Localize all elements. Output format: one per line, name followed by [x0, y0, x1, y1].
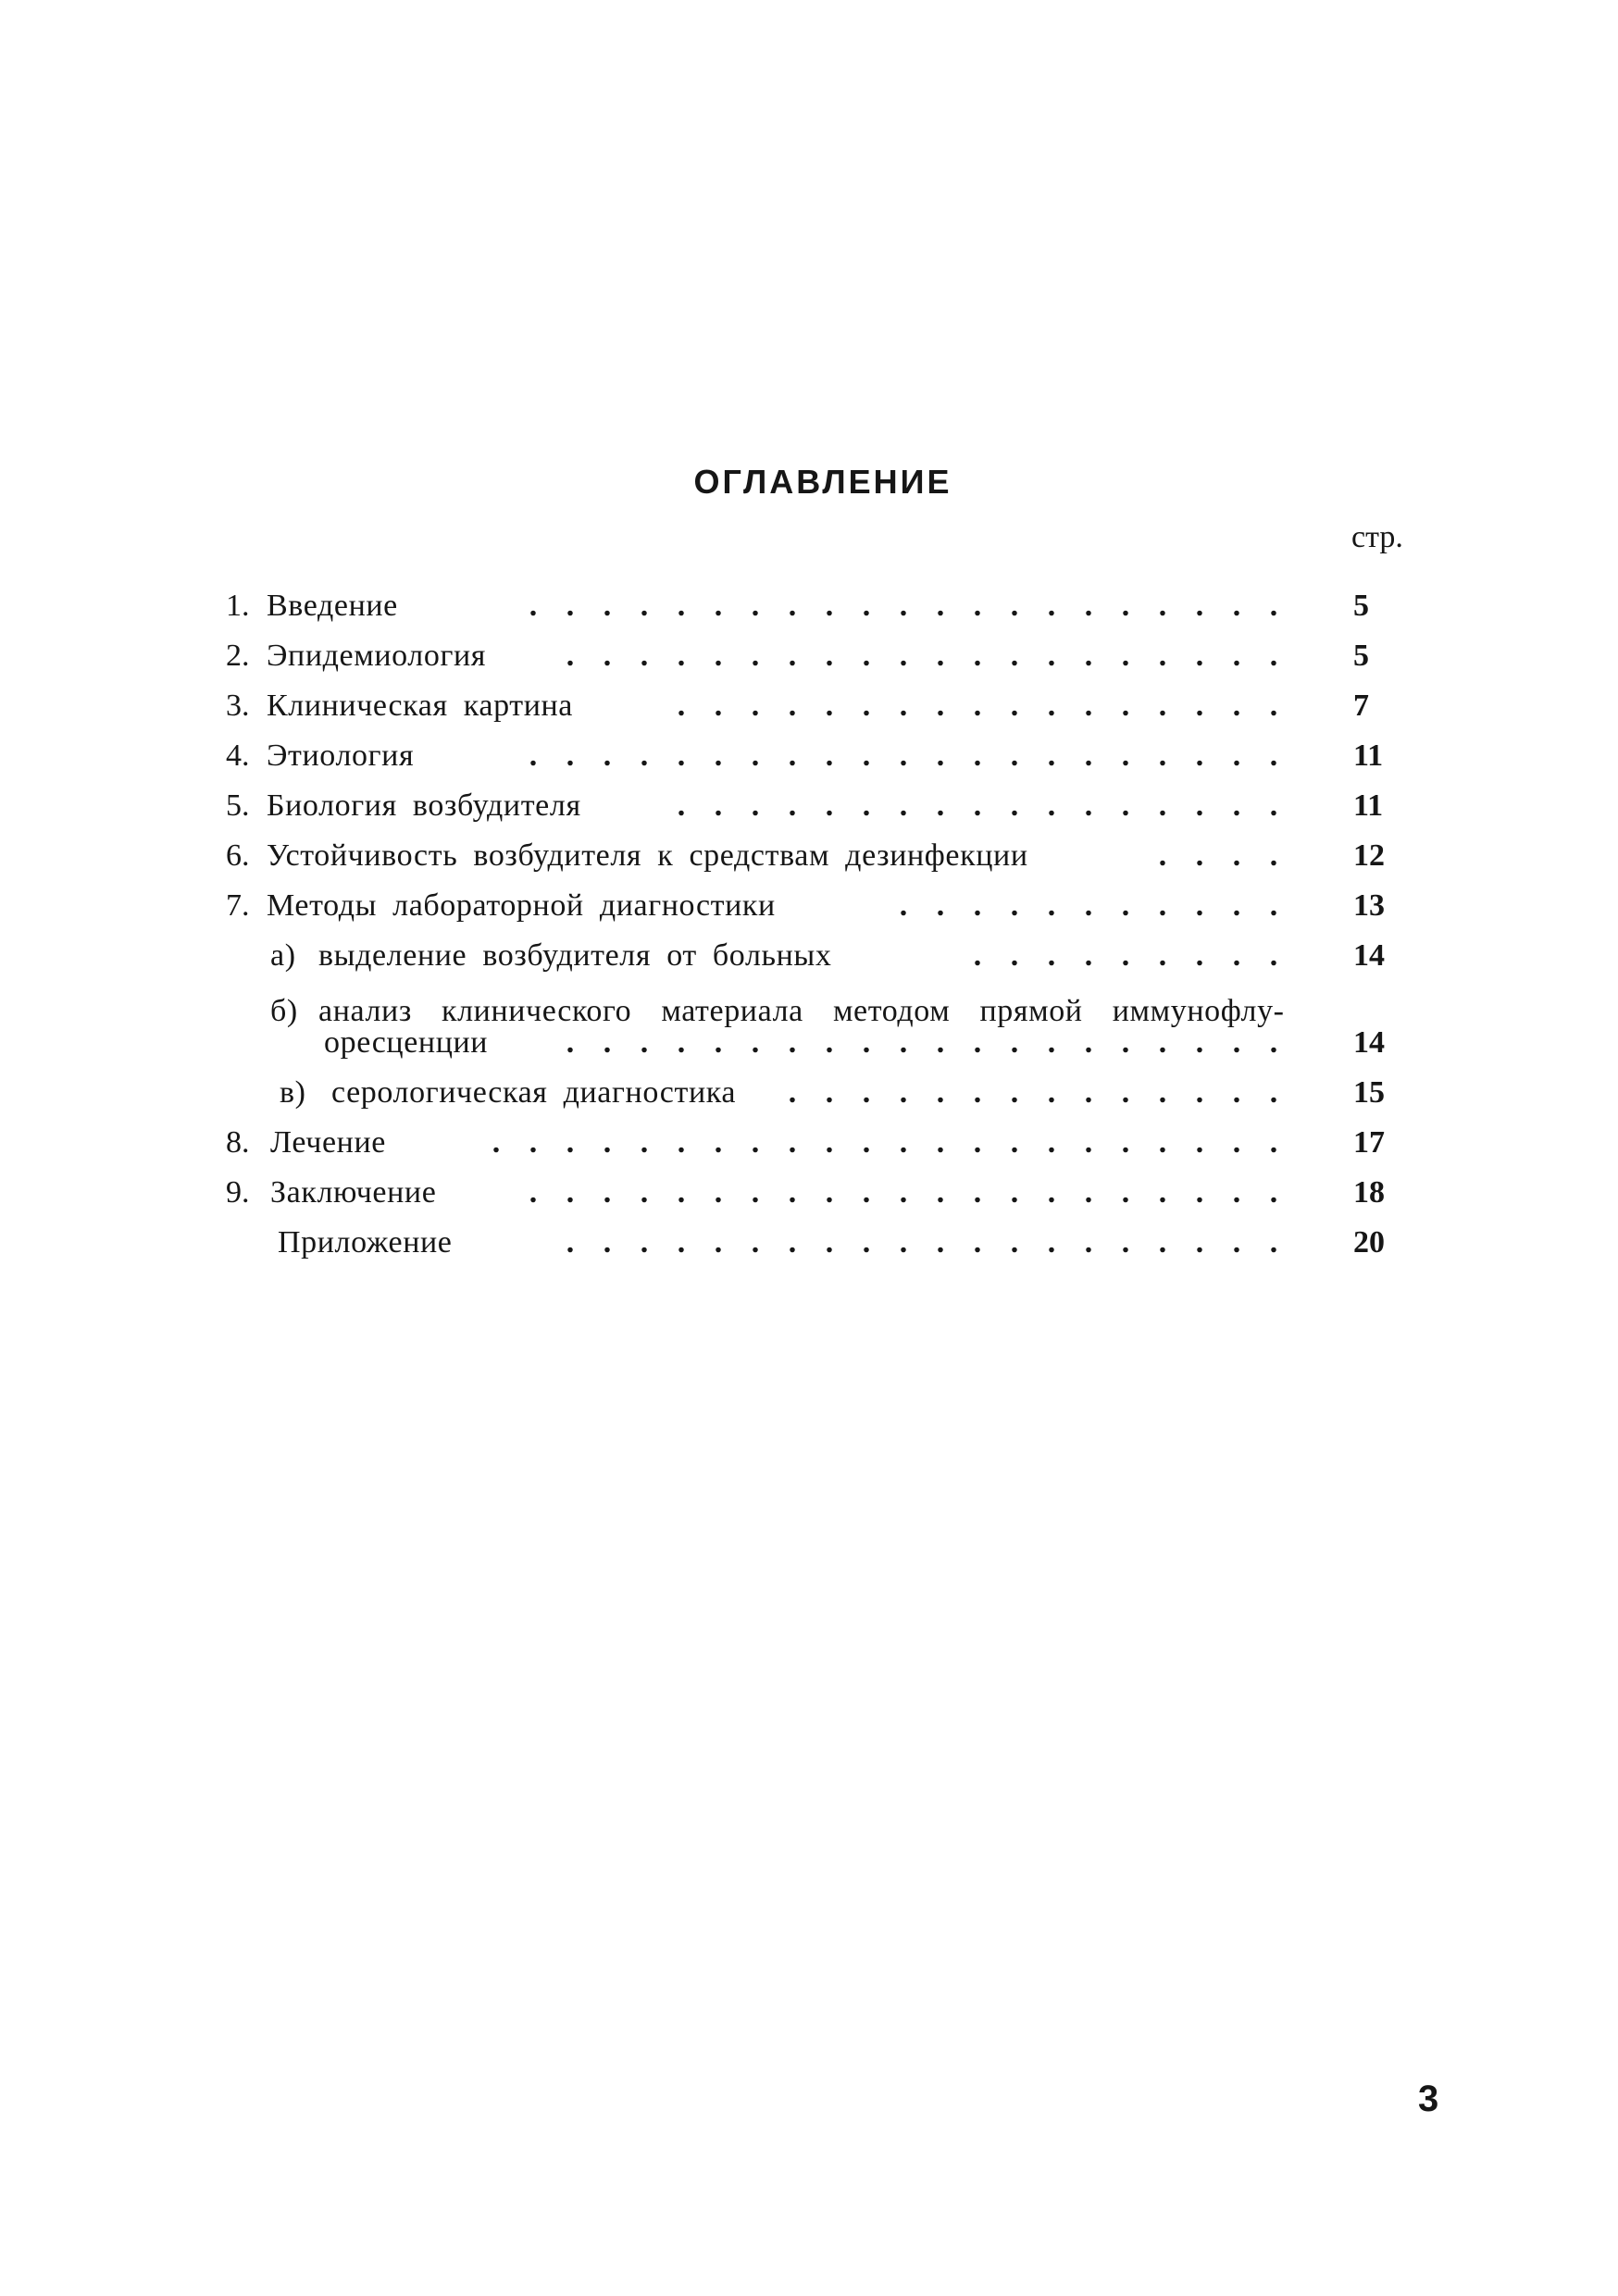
leader-dot: . [862, 689, 871, 723]
leader-dot: . [1084, 888, 1093, 923]
leader-dot: . [973, 788, 982, 823]
toc-entry-number: 3. [226, 689, 250, 723]
dot-leader [761, 1068, 1292, 1118]
leader-dot: . [1195, 738, 1204, 773]
toc-entry-number: 5. [226, 788, 250, 823]
leader-dot: . [825, 1175, 834, 1210]
leader-dot: . [1269, 1175, 1278, 1210]
leader-dot: . [640, 639, 649, 673]
leader-dot: . [936, 1225, 945, 1260]
leader-dot: . [973, 1025, 982, 1060]
leader-dot: . [640, 1025, 649, 1060]
toc-entry-page: 15 [1353, 1075, 1385, 1110]
leader-dot: . [1232, 1025, 1241, 1060]
dot-leader [485, 731, 1292, 781]
leader-dot: . [825, 1225, 834, 1260]
leader-dot: . [1047, 589, 1056, 623]
leader-dot: . [1232, 639, 1241, 673]
leader-dot: . [825, 738, 834, 773]
leader-dot: . [1232, 1125, 1241, 1160]
leader-dot: . [973, 1125, 982, 1160]
leader-dot: . [1047, 689, 1056, 723]
leader-dot: . [1010, 938, 1019, 973]
leader-dot: . [862, 589, 871, 623]
toc-entry-number: 1. [226, 589, 250, 623]
leader-dot: . [529, 738, 538, 773]
leader-dot: . [751, 639, 760, 673]
leader-dot: . [1232, 689, 1241, 723]
leader-dot: . [1232, 738, 1241, 773]
leader-dot: . [640, 589, 649, 623]
leader-dot: . [862, 738, 871, 773]
toc-entry-number: а) [270, 938, 296, 973]
leader-dot: . [1084, 639, 1093, 673]
leader-dot: . [973, 888, 982, 923]
leader-dot: . [1232, 938, 1241, 973]
leader-dot: . [862, 788, 871, 823]
toc-entry-title: Методы лабораторной диагностики [267, 888, 776, 923]
leader-dot: . [1195, 788, 1204, 823]
toc-entry-number: 2. [226, 639, 250, 673]
leader-dot: . [862, 1175, 871, 1210]
toc-entry-introduction[interactable] [0, 581, 1618, 631]
leader-dot: . [1158, 1225, 1167, 1260]
leader-dot: . [1158, 938, 1167, 973]
leader-dot: . [1195, 689, 1204, 723]
toc-entry-page: 5 [1353, 589, 1369, 623]
toc-entry-number: 8. [226, 1125, 250, 1160]
leader-dot: . [788, 639, 797, 673]
leader-dot: . [566, 639, 575, 673]
leader-dot: . [603, 639, 612, 673]
leader-dot: . [1010, 888, 1019, 923]
toc-entry-page: 5 [1353, 639, 1369, 673]
toc-entry-page: 7 [1353, 689, 1369, 723]
leader-dot: . [936, 639, 945, 673]
leader-dot: . [677, 1175, 686, 1210]
toc-entry-page: 11 [1353, 738, 1384, 773]
toc-entry-page: 18 [1353, 1175, 1385, 1210]
dot-leader [1139, 831, 1292, 881]
leader-dot: . [1195, 938, 1204, 973]
leader-dot: . [973, 689, 982, 723]
leader-dot: . [1121, 1075, 1130, 1110]
leader-dot: . [1084, 1225, 1093, 1260]
leader-dot: . [1084, 1025, 1093, 1060]
leader-dot: . [677, 1225, 686, 1260]
leader-dot: . [1195, 838, 1204, 873]
toc-entry-number: 7. [226, 888, 250, 923]
leader-dot: . [936, 689, 945, 723]
leader-dot: . [936, 1125, 945, 1160]
toc-entry-title: анализ клинического материала методом прямой иммунофлу- [318, 994, 1285, 1028]
leader-dot: . [677, 689, 686, 723]
toc-entry-title: Устойчивость возбудителя к средствам дезинфекции [267, 838, 1028, 873]
toc-subentry-serology[interactable] [0, 1068, 1618, 1118]
leader-dot: . [640, 1175, 649, 1210]
leader-dot: . [1084, 738, 1093, 773]
leader-dot: . [1084, 1125, 1093, 1160]
leader-dot: . [1158, 1125, 1167, 1160]
leader-dot: . [899, 589, 908, 623]
leader-dot: . [899, 888, 908, 923]
leader-dot: . [1121, 1175, 1130, 1210]
leader-dot: . [529, 589, 538, 623]
leader-dot: . [1269, 838, 1278, 873]
leader-dot: . [751, 1225, 760, 1260]
leader-dot: . [973, 589, 982, 623]
leader-dot: . [1121, 689, 1130, 723]
leader-dot: . [1047, 639, 1056, 673]
leader-dot: . [936, 738, 945, 773]
leader-dot: . [1269, 888, 1278, 923]
dot-leader [485, 1168, 1292, 1218]
leader-dot: . [899, 1025, 908, 1060]
leader-dot: . [1010, 1025, 1019, 1060]
leader-dot: . [1195, 1025, 1204, 1060]
leader-dot: . [677, 1025, 686, 1060]
leader-dot: . [1195, 589, 1204, 623]
leader-dot: . [1158, 788, 1167, 823]
leader-dot: . [1269, 1125, 1278, 1160]
leader-dot: . [862, 1075, 871, 1110]
leader-dot: . [1084, 689, 1093, 723]
leader-dot: . [1047, 1025, 1056, 1060]
leader-dot: . [1121, 1025, 1130, 1060]
leader-dot: . [1269, 639, 1278, 673]
leader-dot: . [1084, 788, 1093, 823]
leader-dot: . [899, 738, 908, 773]
toc-entry-epidemiology[interactable] [0, 631, 1618, 681]
leader-dot: . [1158, 1075, 1167, 1110]
leader-dot: . [1158, 689, 1167, 723]
leader-dot: . [1121, 788, 1130, 823]
leader-dot: . [1084, 938, 1093, 973]
leader-dot: . [1084, 589, 1093, 623]
toc-entry-page: 20 [1353, 1225, 1385, 1260]
leader-dot: . [714, 788, 723, 823]
toc-entry-page: 14 [1353, 1025, 1385, 1060]
toc-entry-title: выделение возбудителя от больных [318, 938, 832, 973]
leader-dot: . [1010, 689, 1019, 723]
leader-dot: . [1121, 938, 1130, 973]
leader-dot: . [1269, 788, 1278, 823]
leader-dot: . [936, 589, 945, 623]
toc-entry-title: Заключение [270, 1175, 437, 1210]
leader-dot: . [788, 689, 797, 723]
toc-entry-title: Клиническая картина [267, 689, 573, 723]
leader-dot: . [788, 1025, 797, 1060]
toc-entry-disinfectant-resistance[interactable] [0, 831, 1618, 881]
leader-dot: . [714, 689, 723, 723]
leader-dot: . [714, 1125, 723, 1160]
leader-dot: . [714, 1225, 723, 1260]
leader-dot: . [603, 589, 612, 623]
leader-dot: . [1158, 888, 1167, 923]
leader-dot: . [936, 1075, 945, 1110]
leader-dot: . [1232, 589, 1241, 623]
leader-dot: . [714, 589, 723, 623]
leader-dot: . [936, 888, 945, 923]
leader-dot: . [1232, 1175, 1241, 1210]
leader-dot: . [1269, 938, 1278, 973]
leader-dot: . [492, 1125, 501, 1160]
leader-dot: . [1232, 888, 1241, 923]
leader-dot: . [825, 1025, 834, 1060]
toc-entry-treatment[interactable] [0, 1118, 1618, 1168]
leader-dot: . [973, 938, 982, 973]
dot-leader [648, 781, 1292, 831]
leader-dot: . [677, 788, 686, 823]
leader-dot: . [788, 1075, 797, 1110]
leader-dot: . [566, 738, 575, 773]
dot-leader [926, 931, 1292, 981]
leader-dot: . [1047, 1075, 1056, 1110]
leader-dot: . [788, 788, 797, 823]
leader-dot: . [1047, 1225, 1056, 1260]
toc-entry-number: 9. [226, 1175, 250, 1210]
leader-dot: . [1121, 589, 1130, 623]
toc-entry-title-continuation: оресценции [324, 1025, 489, 1060]
leader-dot: . [1121, 639, 1130, 673]
leader-dot: . [899, 1175, 908, 1210]
leader-dot: . [788, 1125, 797, 1160]
leader-dot: . [529, 1125, 538, 1160]
leader-dot: . [1232, 788, 1241, 823]
leader-dot: . [566, 1125, 575, 1160]
leader-dot: . [603, 1125, 612, 1160]
leader-dot: . [1195, 1075, 1204, 1110]
leader-dot: . [936, 1025, 945, 1060]
page-column-label: стр. [1351, 520, 1403, 554]
leader-dot: . [677, 1125, 686, 1160]
leader-dot: . [899, 1125, 908, 1160]
leader-dot: . [677, 639, 686, 673]
leader-dot: . [640, 1225, 649, 1260]
leader-dot: . [751, 788, 760, 823]
leader-dot: . [899, 788, 908, 823]
leader-dot: . [862, 1025, 871, 1060]
leader-dot: . [1269, 1025, 1278, 1060]
leader-dot: . [1158, 1025, 1167, 1060]
leader-dot: . [1195, 639, 1204, 673]
leader-dot: . [1047, 938, 1056, 973]
leader-dot: . [751, 1125, 760, 1160]
leader-dot: . [1047, 1125, 1056, 1160]
leader-dot: . [566, 589, 575, 623]
leader-dot: . [1121, 1125, 1130, 1160]
leader-dot: . [1269, 1225, 1278, 1260]
leader-dot: . [751, 689, 760, 723]
toc-heading: ОГЛАВЛЕНИЕ [693, 463, 952, 501]
leader-dot: . [936, 1175, 945, 1210]
dot-leader [444, 1118, 1292, 1168]
leader-dot: . [973, 639, 982, 673]
leader-dot: . [1158, 639, 1167, 673]
dot-leader [528, 1018, 1292, 1068]
leader-dot: . [714, 1175, 723, 1210]
leader-dot: . [1269, 1075, 1278, 1110]
leader-dot: . [825, 689, 834, 723]
leader-dot: . [1195, 888, 1204, 923]
leader-dot: . [1269, 589, 1278, 623]
toc-entry-title: Приложение [278, 1225, 453, 1260]
leader-dot: . [1010, 1125, 1019, 1160]
leader-dot: . [1158, 1175, 1167, 1210]
toc-entry-appendix[interactable] [0, 1218, 1618, 1268]
leader-dot: . [677, 738, 686, 773]
leader-dot: . [1010, 589, 1019, 623]
leader-dot: . [973, 1175, 982, 1210]
toc-subentry-immunofluorescence-continuation[interactable] [0, 1018, 1618, 1068]
leader-dot: . [1158, 838, 1167, 873]
toc-entry-page: 12 [1353, 838, 1385, 873]
leader-dot: . [825, 1075, 834, 1110]
leader-dot: . [899, 1075, 908, 1110]
leader-dot: . [1121, 888, 1130, 923]
dot-leader [868, 881, 1292, 931]
leader-dot: . [1158, 738, 1167, 773]
leader-dot: . [1010, 639, 1019, 673]
leader-dot: . [1121, 738, 1130, 773]
toc-entry-lab-diagnostics[interactable] [0, 881, 1618, 931]
leader-dot: . [1047, 738, 1056, 773]
leader-dot: . [1232, 1225, 1241, 1260]
toc-entry-conclusion[interactable] [0, 1168, 1618, 1218]
leader-dot: . [640, 1125, 649, 1160]
leader-dot: . [1195, 1125, 1204, 1160]
leader-dot: . [1269, 689, 1278, 723]
leader-dot: . [973, 1075, 982, 1110]
leader-dot: . [1121, 1225, 1130, 1260]
leader-dot: . [973, 1225, 982, 1260]
leader-dot: . [1010, 1225, 1019, 1260]
leader-dot: . [714, 738, 723, 773]
leader-dot: . [529, 1175, 538, 1210]
page-number: 3 [1418, 2079, 1439, 2119]
toc-entry-title: Этиология [267, 738, 415, 773]
leader-dot: . [751, 1175, 760, 1210]
toc-entry-clinical-picture[interactable] [0, 681, 1618, 731]
leader-dot: . [1232, 1075, 1241, 1110]
toc-entry-number: 4. [226, 738, 250, 773]
leader-dot: . [788, 738, 797, 773]
leader-dot: . [640, 738, 649, 773]
leader-dot: . [751, 738, 760, 773]
leader-dot: . [936, 788, 945, 823]
leader-dot: . [825, 1125, 834, 1160]
toc-entry-number: в) [280, 1075, 306, 1110]
leader-dot: . [1010, 788, 1019, 823]
leader-dot: . [1047, 788, 1056, 823]
toc-entry-page: 14 [1353, 938, 1385, 973]
leader-dot: . [825, 639, 834, 673]
toc-entry-pathogen-biology[interactable] [0, 781, 1618, 831]
leader-dot: . [825, 788, 834, 823]
leader-dot: . [1047, 1175, 1056, 1210]
toc-entry-title: Лечение [270, 1125, 386, 1160]
leader-dot: . [677, 589, 686, 623]
leader-dot: . [1084, 1175, 1093, 1210]
leader-dot: . [751, 1025, 760, 1060]
leader-dot: . [714, 1025, 723, 1060]
leader-dot: . [603, 1225, 612, 1260]
leader-dot: . [1010, 1075, 1019, 1110]
leader-dot: . [788, 589, 797, 623]
leader-dot: . [788, 1225, 797, 1260]
leader-dot: . [862, 1125, 871, 1160]
leader-dot: . [1084, 1075, 1093, 1110]
dot-leader [481, 581, 1292, 631]
leader-dot: . [1232, 838, 1241, 873]
toc-entry-title: Эпидемиология [267, 639, 487, 673]
leader-dot: . [1010, 738, 1019, 773]
toc-entry-page: 11 [1353, 788, 1384, 823]
leader-dot: . [1158, 589, 1167, 623]
leader-dot: . [825, 589, 834, 623]
leader-dot: . [1269, 738, 1278, 773]
dot-leader [552, 631, 1292, 681]
leader-dot: . [862, 1225, 871, 1260]
leader-dot: . [899, 689, 908, 723]
leader-dot: . [714, 639, 723, 673]
leader-dot: . [603, 1025, 612, 1060]
leader-dot: . [1195, 1225, 1204, 1260]
toc-entry-etiology[interactable] [0, 731, 1618, 781]
leader-dot: . [899, 1225, 908, 1260]
toc-entry-page: 17 [1353, 1125, 1385, 1160]
toc-entry-title: Биология возбудителя [267, 788, 581, 823]
dot-leader [537, 1218, 1292, 1268]
toc-entry-number: б) [270, 994, 298, 1028]
toc-entry-number: 6. [226, 838, 250, 873]
leader-dot: . [899, 639, 908, 673]
leader-dot: . [566, 1175, 575, 1210]
toc-entry-page: 13 [1353, 888, 1385, 923]
leader-dot: . [566, 1025, 575, 1060]
leader-dot: . [973, 738, 982, 773]
toc-subentry-isolation[interactable] [0, 931, 1618, 981]
leader-dot: . [603, 738, 612, 773]
leader-dot: . [1047, 888, 1056, 923]
toc-entry-title: серологическая диагностика [331, 1075, 737, 1110]
leader-dot: . [788, 1175, 797, 1210]
leader-dot: . [566, 1225, 575, 1260]
leader-dot: . [751, 589, 760, 623]
leader-dot: . [1010, 1175, 1019, 1210]
leader-dot: . [603, 1175, 612, 1210]
dot-leader [633, 681, 1292, 731]
leader-dot: . [1195, 1175, 1204, 1210]
leader-dot: . [862, 639, 871, 673]
toc-entry-title: Введение [267, 589, 398, 623]
